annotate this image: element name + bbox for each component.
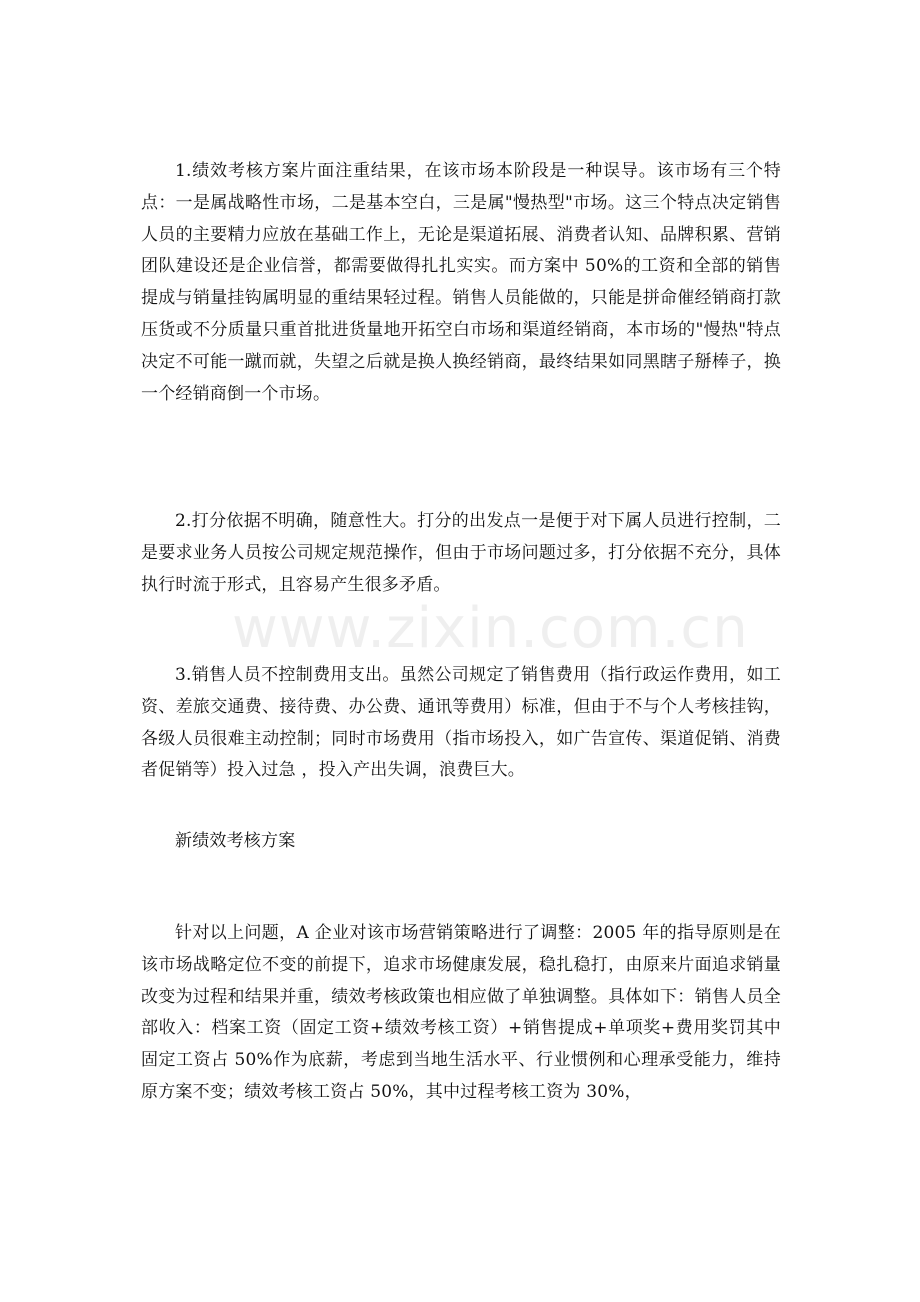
paragraph-2: 2.打分依据不明确，随意性大。打分的出发点一是便于对下属人员进行控制，二是要求业务人员按公司规定规范操作，但由于市场问题过多，打分依据不充分，具体执行时流于形式，且容易产生很多矛盾。 — [141, 511, 781, 595]
paragraph-3: 3.销售人员不控制费用支出。虽然公司规定了销售费用（指行政运作费用，如工资、差旅交通费、接待费、办公费、通讯等费用）标准，但由于不与个人考核挂钩，各级人员很难主动控制；同时市场费用（指市场投入，如广告宣传、渠道促销、消费者促销等）投入过急 ，投入产出失调，浪费巨大。 — [141, 665, 781, 781]
paragraph-1: 1.绩效考核方案片面注重结果，在该市场本阶段是一种误导。该市场有三个特点：一是属战略性市场，二是基本空白，三是属"慢热型"市场。这三个特点决定销售人员的主要精力应放在基础工作上，无论是渠道拓展、消费者认知、品牌积累、营销团队建设还是企业信誉，都需要做得扎扎实实。而方案中 50%的工资和全部的销售提成与销量挂钩属明显的重结果轻过程。销售人员能做的，只能是拼命催经销商打款压货或不分质量只重首批进货量地开拓空白市场和渠道经销商，本市场的"慢热"特点决定不可能一蹴而就，失望之后就是换人换经销商，最终结果如同黑瞎子掰棒子，换一个经销商倒一个市场。 — [141, 161, 781, 404]
paragraph-4: 针对以上问题，A 企业对该市场营销策略进行了调整：2005 年的指导原则是在该市场战略定位不变的前提下，追求市场健康发展，稳扎稳打，由原来片面追求销量改变为过程和结果并重，绩效考核政策也相应做了单独调整。具体如下：销售人员全部收入：档案工资（固定工资+绩效考核工资）+销售提成+单项奖+费用奖罚其中固定工资占 50%作为底薪，考虑到当地生活水平、行业惯例和心理承受能力，维持原方案不变；绩效考核工资占 50%，其中过程考核工资为 30%， — [141, 923, 781, 1102]
watermark: www.zixin.com.cn — [232, 596, 749, 661]
section-heading: 新绩效考核方案 — [175, 831, 296, 851]
